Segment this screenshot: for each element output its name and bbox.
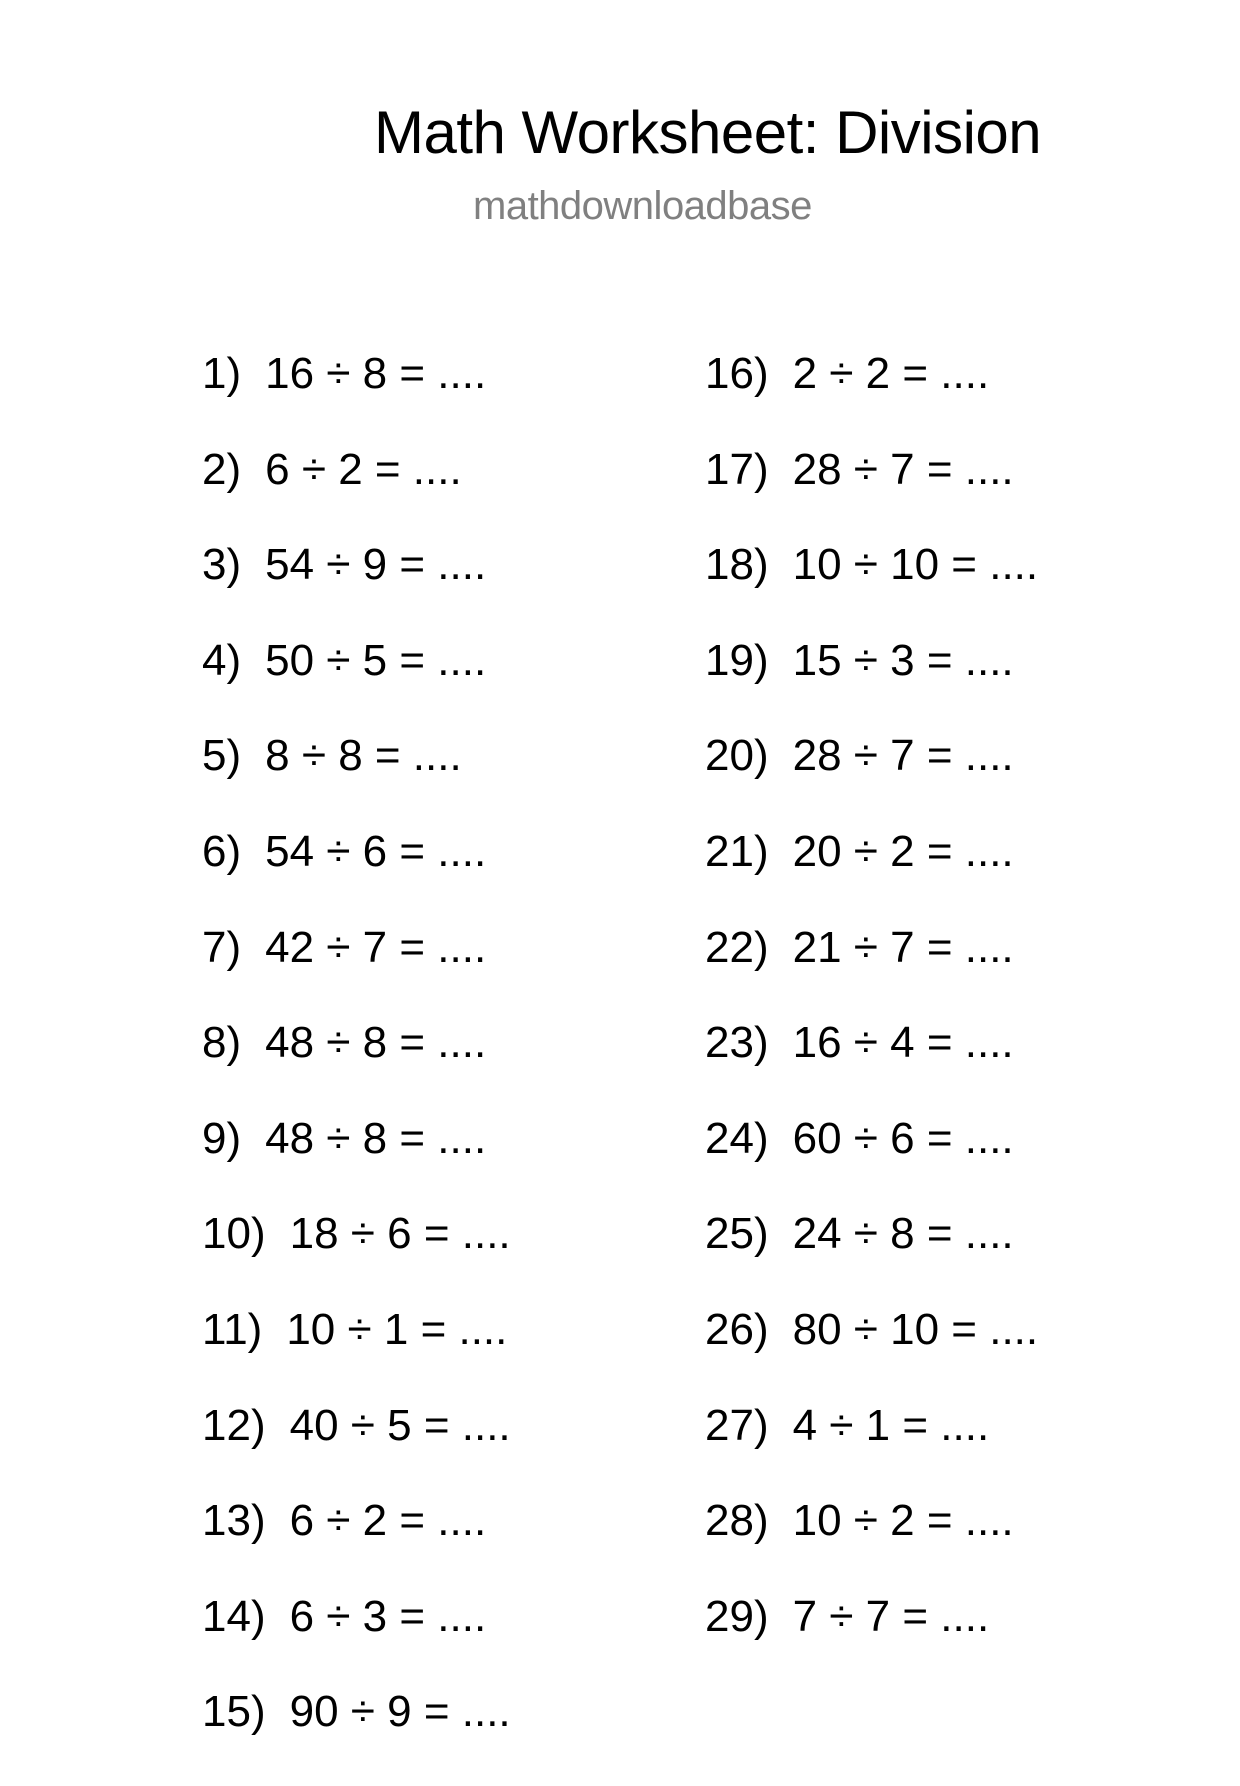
problem-expression: 20 ÷ 2 = .... [792,826,1014,876]
problem-item [202,1591,511,1691]
problem-item [202,826,511,926]
problem-number: 13) [202,1496,266,1546]
problem-item [202,731,511,830]
problem-number: 7) [202,922,242,972]
problem-column-right [705,349,1039,1690]
problem-expression: 6 ÷ 2 = .... [289,1496,487,1546]
problem-expression: 60 ÷ 6 = .... [792,1113,1014,1163]
problem-number: 14) [202,1591,266,1641]
page-title: Math Worksheet: Division [374,99,1042,166]
problem-number: 18) [705,540,769,590]
problem-expression: 18 ÷ 6 = .... [289,1209,511,1259]
problem-item [202,1400,511,1500]
problem-number: 10) [202,1209,266,1259]
problem-expression: 15 ÷ 3 = .... [792,635,1014,685]
problem-expression: 40 ÷ 5 = .... [289,1400,511,1450]
problem-expression: 90 ÷ 9 = .... [289,1687,511,1737]
problem-item [705,1209,1038,1308]
problem-item [705,444,1038,544]
problem-expression: 10 ÷ 1 = .... [286,1304,508,1354]
problem-item [705,1304,1039,1404]
problem-number: 11) [202,1304,263,1354]
problem-number: 25) [705,1209,769,1259]
problem-number: 15) [202,1687,266,1737]
problem-item [202,1687,511,1786]
problem-item [202,1113,511,1213]
problem-number: 16) [705,349,769,398]
problem-number: 6) [202,826,242,876]
problem-expression: 6 ÷ 3 = .... [289,1591,487,1641]
problem-number: 19) [705,635,769,685]
problem-number: 26) [705,1304,769,1354]
problem-expression: 50 ÷ 5 = .... [265,635,487,685]
problem-item [705,349,1038,448]
problem-item [202,1209,511,1308]
problem-expression: 4 ÷ 1 = .... [792,1400,990,1450]
problem-number: 9) [202,1113,242,1163]
problem-item [202,1018,511,1117]
problem-number: 4) [202,635,242,685]
problem-item [202,1304,511,1404]
problem-number: 12) [202,1400,266,1450]
problem-expression: 28 ÷ 7 = .... [792,731,1014,781]
problem-item [202,540,511,639]
problem-expression: 6 ÷ 2 = .... [265,444,462,494]
problem-expression: 28 ÷ 7 = .... [792,444,1014,494]
problem-item [705,1591,1038,1691]
problem-item [202,349,511,448]
problem-item [202,1496,511,1595]
problem-expression: 54 ÷ 9 = .... [265,540,487,590]
problem-number: 22) [705,922,769,972]
problem-expression: 16 ÷ 8 = .... [265,349,487,398]
problem-expression: 7 ÷ 7 = .... [792,1591,990,1641]
problem-item [202,444,511,544]
problem-item [202,922,511,1022]
problem-expression: 80 ÷ 10 = .... [792,1304,1039,1354]
problem-expression: 10 ÷ 10 = .... [792,540,1039,590]
site-name: mathdownloadbase [473,184,812,228]
problem-number: 24) [705,1113,769,1163]
problem-expression: 10 ÷ 2 = .... [792,1496,1014,1546]
problem-number: 20) [705,731,769,781]
problem-column-left [202,349,511,1786]
problem-item [202,635,511,735]
problem-number: 3) [202,540,242,590]
problem-item [705,1496,1038,1595]
problem-number: 5) [202,731,242,781]
problem-expression: 2 ÷ 2 = .... [792,349,990,398]
problem-item [705,540,1039,639]
problem-number: 2) [202,444,242,494]
problem-expression: 8 ÷ 8 = .... [265,731,462,781]
problem-expression: 48 ÷ 8 = .... [265,1113,487,1163]
problem-expression: 21 ÷ 7 = .... [792,922,1014,972]
problem-item [705,635,1038,735]
problem-number: 27) [705,1400,769,1450]
problem-expression: 48 ÷ 8 = .... [265,1018,487,1068]
problem-expression: 16 ÷ 4 = .... [792,1018,1014,1068]
problem-item [705,922,1038,1022]
problem-expression: 42 ÷ 7 = .... [265,922,487,972]
problem-number: 23) [705,1018,769,1068]
problem-number: 1) [202,349,242,398]
problem-number: 17) [705,444,769,494]
problem-number: 29) [705,1591,769,1641]
problem-item [705,826,1038,926]
problem-item [705,731,1038,830]
problem-number: 28) [705,1496,769,1546]
problem-expression: 24 ÷ 8 = .... [792,1209,1014,1259]
problem-item [705,1018,1038,1117]
problem-number: 8) [202,1018,242,1068]
problem-expression: 54 ÷ 6 = .... [265,826,487,876]
problem-item [705,1113,1038,1213]
problem-number: 21) [705,826,769,876]
problem-item [705,1400,1038,1500]
